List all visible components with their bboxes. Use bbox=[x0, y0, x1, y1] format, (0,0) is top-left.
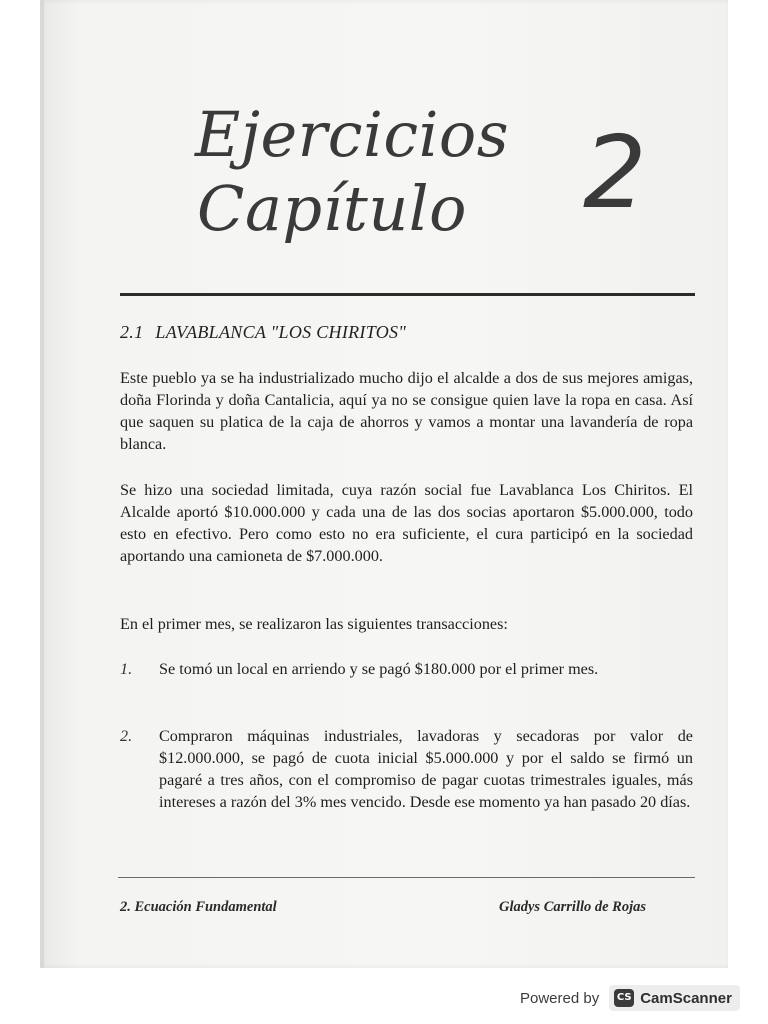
list-marker: 2. bbox=[120, 727, 133, 745]
list-item-text: Se tomó un local en arriendo y se pagó $180.000 por el primer mes. bbox=[159, 660, 599, 678]
section-heading bbox=[120, 322, 406, 343]
camscanner-badge bbox=[609, 985, 740, 1011]
footer-rule bbox=[118, 877, 695, 878]
footer-author: Gladys Carrillo de Rojas bbox=[499, 899, 647, 915]
list-marker: 1. bbox=[120, 660, 133, 678]
paragraph-1: Este pueblo ya se ha industrializado mucho dijo el alcalde a dos de sus mejores amigas, doña Florinda y doña Cantalicia, aquí ya no se consigue quien lave la ropa en casa. Así que saquen su platica de la caja de ahorros y vamos a montar una lavandería de ropa blanca. bbox=[120, 369, 693, 453]
footer-chapter-name: 2. Ecuación Fundamental bbox=[120, 899, 277, 915]
section-title: LAVABLANCA "LOS CHIRITOS" bbox=[155, 322, 407, 342]
powered-by-label: Powered by bbox=[520, 989, 600, 1007]
page-edge bbox=[40, 0, 44, 968]
paragraph-3: En el primer mes, se realizaron las siguientes transacciones: bbox=[120, 615, 508, 633]
paragraph-2: Se hizo una sociedad limitada, cuya razón social fue Lavablanca Los Chiritos. El Alcalde aportó $10.000.000 y cada una de las dos socias aportaron $5.000.000, todo esto en efectivo. Pero como esto no era suficiente, el cura participó en la sociedad aportando una camioneta de $7.000.000. bbox=[120, 481, 693, 565]
header-rule bbox=[120, 293, 695, 296]
list-item-text: Compraron máquinas industriales, lavadoras y secadoras por valor de $12.000.000, se pagó de cuota inicial $5.000.000 y por el saldo se firmó un pagaré a tres años, con el compromiso de pagar cuotas trimestrales iguales, más intereses a razón del 3% mes vencido. Desde ese momento ya han pasado 20 días. bbox=[159, 727, 693, 811]
camscanner-logo-icon: CS bbox=[614, 989, 634, 1007]
camscanner-brand: CamScanner bbox=[640, 989, 732, 1007]
chapter-title-line1: Ejercicios bbox=[195, 98, 510, 171]
chapter-title-line2: Capítulo bbox=[197, 172, 467, 245]
chapter-number: 2 bbox=[583, 114, 647, 231]
chapter-title bbox=[195, 98, 509, 246]
section-number: 2.1 bbox=[120, 322, 144, 342]
camscanner-watermark bbox=[520, 985, 740, 1011]
